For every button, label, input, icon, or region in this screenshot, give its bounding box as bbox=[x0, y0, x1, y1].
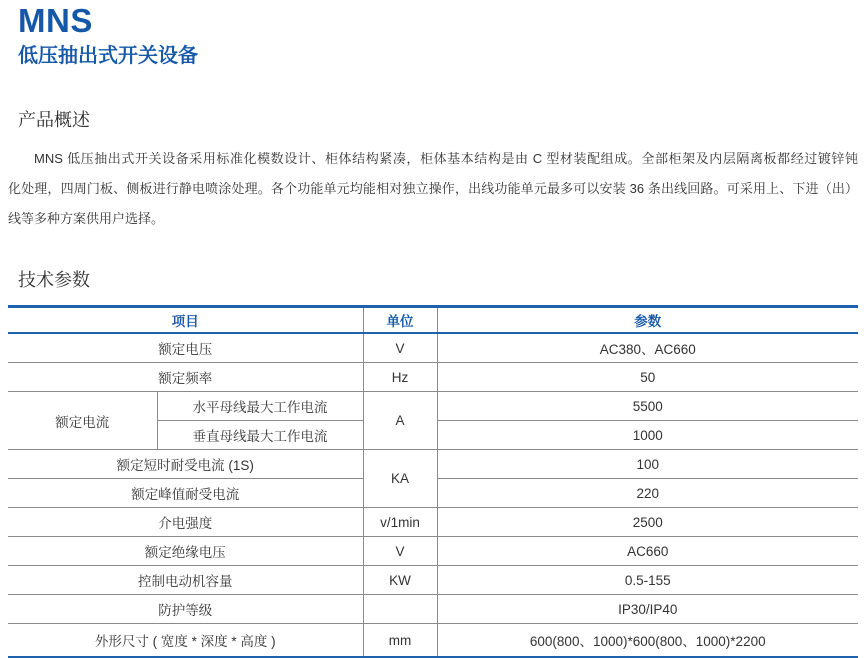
spec-value: AC380、AC660 bbox=[437, 333, 858, 363]
specs-table bbox=[8, 305, 858, 658]
spec-item: 水平母线最大工作电流 bbox=[157, 392, 363, 421]
overview-line-1: MNS 低压抽出式开关设备采用标准化模数设计、柜体结构紧凑，柜体基本结构是由 C 型材装配组成。全部柜架及内层隔离板都经过镀锌钝 bbox=[34, 151, 858, 166]
spec-item: 额定短时耐受电流 (1S) bbox=[8, 450, 363, 479]
spec-value: 100 bbox=[437, 450, 858, 479]
overview-paragraph bbox=[8, 144, 858, 234]
spec-value: 0.5-155 bbox=[437, 566, 858, 595]
spec-unit: KA bbox=[363, 450, 437, 508]
brand-title: MNS bbox=[18, 2, 93, 39]
spec-row-control-motor-capacity bbox=[8, 566, 858, 595]
spec-item: 控制电动机容量 bbox=[8, 566, 363, 595]
spec-unit: mm bbox=[363, 624, 437, 658]
spec-item: 额定峰值耐受电流 bbox=[8, 479, 363, 508]
spec-item: 外形尺寸 ( 宽度 * 深度 * 高度 ) bbox=[8, 624, 363, 658]
brand-subtitle: 低压抽出式开关设备 bbox=[18, 45, 198, 67]
spec-item: 额定绝缘电压 bbox=[8, 537, 363, 566]
spec-value: 220 bbox=[437, 479, 858, 508]
overview-line-2: 化处理，四周门板、侧板进行静电喷涂处理。各个功能单元均能相对独立操作，出线功能单元最多可以安装 36 条出线回路。可采用上、下进（出） bbox=[8, 181, 858, 196]
spec-value: 50 bbox=[437, 363, 858, 392]
page bbox=[8, 2, 858, 658]
spec-item: 防护等级 bbox=[8, 595, 363, 624]
spec-unit: V bbox=[363, 537, 437, 566]
specs-header-row bbox=[8, 307, 858, 334]
spec-row-rated-voltage bbox=[8, 333, 858, 363]
spec-row-dielectric-strength bbox=[8, 508, 858, 537]
spec-row-short-time-withstand-current bbox=[8, 450, 858, 479]
spec-row-rated-insulation-voltage bbox=[8, 537, 858, 566]
spec-item: 额定频率 bbox=[8, 363, 363, 392]
spec-value: 2500 bbox=[437, 508, 858, 537]
specs-section-title: 技术参数 bbox=[18, 270, 90, 290]
spec-unit: V bbox=[363, 333, 437, 363]
spec-item: 垂直母线最大工作电流 bbox=[157, 421, 363, 450]
overview-section-title: 产品概述 bbox=[18, 110, 90, 130]
spec-unit: Hz bbox=[363, 363, 437, 392]
spec-row-rated-frequency bbox=[8, 363, 858, 392]
column-header-value: 参数 bbox=[437, 307, 858, 334]
spec-unit: v/1min bbox=[363, 508, 437, 537]
spec-value: 5500 bbox=[437, 392, 858, 421]
spec-unit: A bbox=[363, 392, 437, 450]
spec-unit: KW bbox=[363, 566, 437, 595]
spec-row-protection-degree bbox=[8, 595, 858, 624]
spec-row-horizontal-busbar-current bbox=[8, 392, 858, 421]
spec-item: 额定电压 bbox=[8, 333, 363, 363]
spec-item: 介电强度 bbox=[8, 508, 363, 537]
spec-row-overall-dimensions bbox=[8, 624, 858, 658]
overview-line-3: 线等多种方案供用户选择。 bbox=[8, 211, 165, 226]
column-header-unit: 单位 bbox=[363, 307, 437, 334]
spec-value: IP30/IP40 bbox=[437, 595, 858, 624]
spec-value: AC660 bbox=[437, 537, 858, 566]
column-header-item: 项目 bbox=[8, 307, 363, 334]
spec-value: 600(800、1000)*600(800、1000)*2200 bbox=[437, 624, 858, 658]
spec-value: 1000 bbox=[437, 421, 858, 450]
spec-group-rated-current: 额定电流 bbox=[8, 392, 157, 450]
spec-unit bbox=[363, 595, 437, 624]
